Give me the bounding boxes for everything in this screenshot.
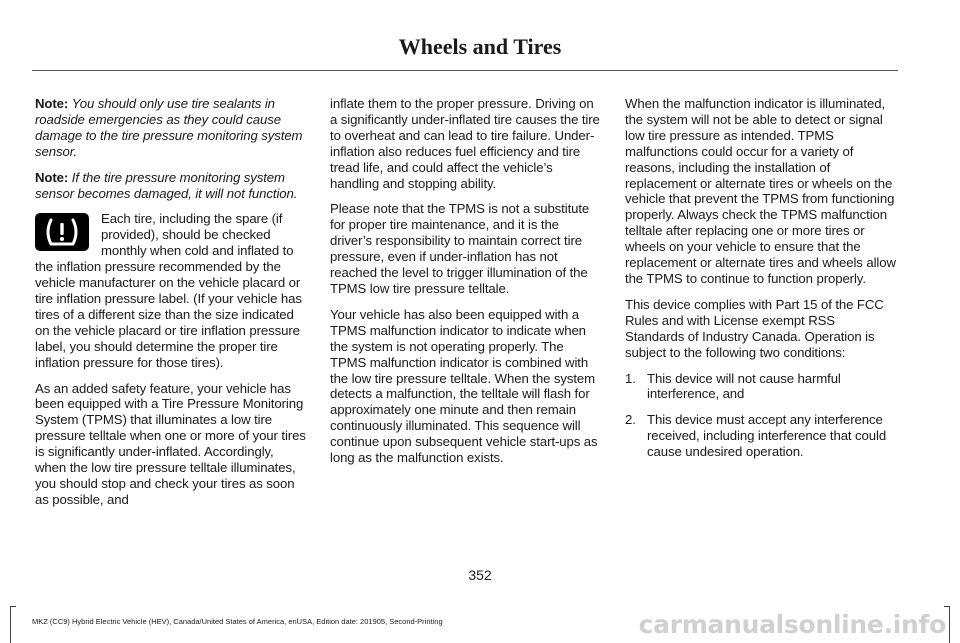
note-text: If the tire pressure monitoring system sensor becomes damaged, it will not function. bbox=[35, 169, 298, 201]
crop-mark bbox=[949, 606, 950, 643]
list-text: This device must accept any interference received, including interference that could cause undesired operation. bbox=[647, 412, 887, 460]
paragraph-tpms-feature: As an added safety feature, your vehicle has been equipped with a Tire Pressure Monitoring System (TPMS) that illuminates a low tire pressure telltale when one or more of your tires is significantly under-inflated. Accordingly, when the low tire pressure telltale illuminates, you should stop and check your tires as soon as possible, and bbox=[35, 380, 306, 507]
list-text: This device will not cause harmful interference, and bbox=[647, 370, 841, 402]
list-number: 2. bbox=[625, 412, 636, 428]
note-sealants bbox=[35, 96, 307, 160]
note-label: Note: bbox=[35, 169, 69, 185]
page-number: 352 bbox=[468, 567, 492, 583]
note-label: Note: bbox=[35, 96, 69, 111]
paragraph-maintenance: Please note that the TPMS is not a substitute for proper tire maintenance, and it is the driver’s responsibility to maintain correct tire pressure, even if under-inflation has not reached the level to trigger illumination of the TPMS low tire pressure telltale. bbox=[330, 201, 590, 296]
list-item bbox=[625, 412, 897, 460]
text-column-1 bbox=[35, 96, 307, 518]
paragraph-malfunction-illuminated: When the malfunction indicator is illuminated, the system will not be able to detect or signal low tire pressure as intended. TPMS malfunctions could occur for a variety of reasons, including the installation of replacement or alternate tires or wheels on the vehicle that prevent the TPMS from functioning properly. Always check the TPMS malfunction telltale after replacing one or more tires or wheels on your vehicle to ensure that the replacement or alternate tires and wheels allow the TPMS to continue to function properly. bbox=[625, 96, 896, 286]
list-number: 1. bbox=[625, 370, 636, 386]
edition-footer: MKZ (CC9) Hybrid Electric Vehicle (HEV), Canada/United States of America, enUSA, Edition date: 201905, Second-Printing bbox=[32, 617, 443, 626]
paragraph-inflate: inflate them to the proper pressure. Driving on a significantly under-inflated tire causes the tire to overheat and can lead to tire failure. Under-inflation also reduces fuel efficiency and tire tread life, and could affect the vehicle’s handling and stopping ability. bbox=[330, 96, 600, 191]
header-divider bbox=[32, 70, 898, 71]
note-sensor-damage bbox=[35, 170, 307, 202]
note-text: You should only use tire sealants in roadside emergencies as they could cause damage to the tire pressure monitoring system sensor. bbox=[35, 96, 303, 159]
paragraph-check-tires bbox=[35, 211, 307, 370]
crop-mark bbox=[10, 606, 11, 643]
crop-mark bbox=[944, 606, 950, 607]
list-item bbox=[625, 371, 897, 403]
text-column-3 bbox=[625, 96, 897, 470]
paragraph-text: Each tire, including the spare (if provided), should be checked monthly when cold and inflated to the inflation pressure recommended by the vehicle manufacturer on the vehicle placard or tire inflation pressure label. (If your vehicle has tires of a different size than the size indicated on the vehicle placard or tire inflation pressure label, you should determine the proper tire inflation pressure for those tires). bbox=[35, 211, 302, 370]
watermark: carmanualsonline.info bbox=[638, 610, 946, 639]
text-column-2 bbox=[330, 96, 602, 476]
paragraph-malfunction-indicator: Your vehicle has also been equipped with a TPMS malfunction indicator to indicate when the system is not operating properly. The TPMS malfunction indicator is combined with the low tire pressure telltale. When the system detects a malfunction, the telltale will flash for approximately one minute and then remain continuously illuminated. This sequence will continue upon subsequent vehicle start-ups as long as the malfunction exists. bbox=[330, 306, 598, 466]
page-header-title: Wheels and Tires bbox=[398, 34, 562, 59]
conditions-list bbox=[625, 371, 897, 461]
paragraph-fcc-compliance: This device complies with Part 15 of the FCC Rules and with License exempt RSS Standards of Industry Canada. Operation is subject to the following two conditions: bbox=[625, 296, 884, 360]
crop-mark bbox=[10, 606, 16, 607]
tpms-warning-icon bbox=[35, 213, 89, 251]
